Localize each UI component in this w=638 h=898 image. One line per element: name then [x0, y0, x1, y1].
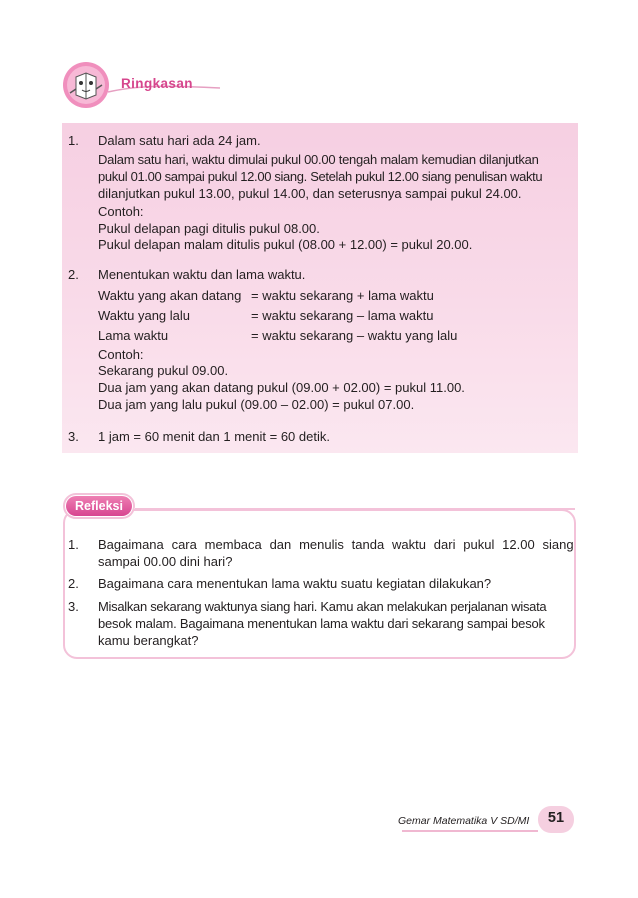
summary-example-text: Dua jam yang akan datang pukul (09.00 + 02.00) = pukul 11.00.: [98, 380, 465, 395]
summary-item-text: Menentukan waktu dan lama waktu.: [98, 267, 306, 282]
reflection-item-number: 1.: [68, 537, 79, 552]
summary-example-label: Contoh:: [98, 347, 144, 362]
reflection-item-number: 3.: [68, 599, 79, 614]
reflection-item-text: sampai 00.00 dini hari?: [98, 554, 233, 569]
summary-item-text: dilanjutkan pukul 13.00, pukul 14.00, dan seterusnya sampai pukul 24.00.: [98, 186, 522, 201]
reflection-title: Refleksi: [66, 496, 132, 516]
summary-example-text: Pukul delapan malam ditulis pukul (08.00 + 12.00) = pukul 20.00.: [98, 237, 473, 252]
summary-item-text: 1 jam = 60 menit dan 1 menit = 60 detik.: [98, 429, 330, 444]
summary-item-number: 3.: [68, 429, 79, 444]
reflection-header-line: [135, 508, 575, 510]
formula-left: Lama waktu: [98, 328, 169, 343]
book-title: Gemar Matematika V SD/MI: [398, 815, 530, 827]
reflection-item-number: 2.: [68, 576, 79, 591]
summary-title: Ringkasan: [121, 76, 193, 91]
formula-left: Waktu yang akan datang: [98, 288, 242, 303]
reflection-item-text: Misalkan sekarang waktunya siang hari. Kamu akan melakukan perjalanan wisata: [98, 599, 547, 614]
reflection-item-text: besok malam. Bagaimana menentukan lama waktu dari sekarang sampai besok: [98, 616, 545, 631]
reflection-item-text: Bagaimana cara menentukan lama waktu suatu kegiatan dilakukan?: [98, 576, 492, 591]
formula-left: Waktu yang lalu: [98, 308, 191, 323]
summary-item-text: pukul 01.00 sampai pukul 12.00 siang. Setelah pukul 12.00 siang penulisan waktu: [98, 169, 543, 184]
reflection-item-text: kamu berangkat?: [98, 633, 199, 648]
summary-item-number: 2.: [68, 267, 79, 282]
formula-right: = waktu sekarang – waktu yang lalu: [251, 328, 458, 343]
summary-example-label: Contoh:: [98, 204, 144, 219]
page-number: 51: [547, 810, 565, 826]
summary-example-text: Pukul delapan pagi ditulis pukul 08.00.: [98, 221, 320, 236]
summary-example-text: Sekarang pukul 09.00.: [98, 363, 229, 378]
footer-underline: [402, 830, 538, 832]
reflection-item-text: Bagaimana cara membaca dan menulis tanda waktu dari pukul 12.00 siang: [98, 537, 574, 552]
summary-example-text: Dua jam yang lalu pukul (09.00 – 02.00) = pukul 07.00.: [98, 397, 415, 412]
summary-item-text: Dalam satu hari, waktu dimulai pukul 00.00 tengah malam kemudian dilanjutkan: [98, 152, 539, 167]
summary-item-number: 1.: [68, 133, 79, 148]
formula-right: = waktu sekarang – lama waktu: [251, 308, 434, 323]
summary-item-text: Dalam satu hari ada 24 jam.: [98, 133, 261, 148]
book-mascot-icon: [62, 61, 110, 109]
formula-right: = waktu sekarang + lama waktu: [251, 288, 434, 303]
